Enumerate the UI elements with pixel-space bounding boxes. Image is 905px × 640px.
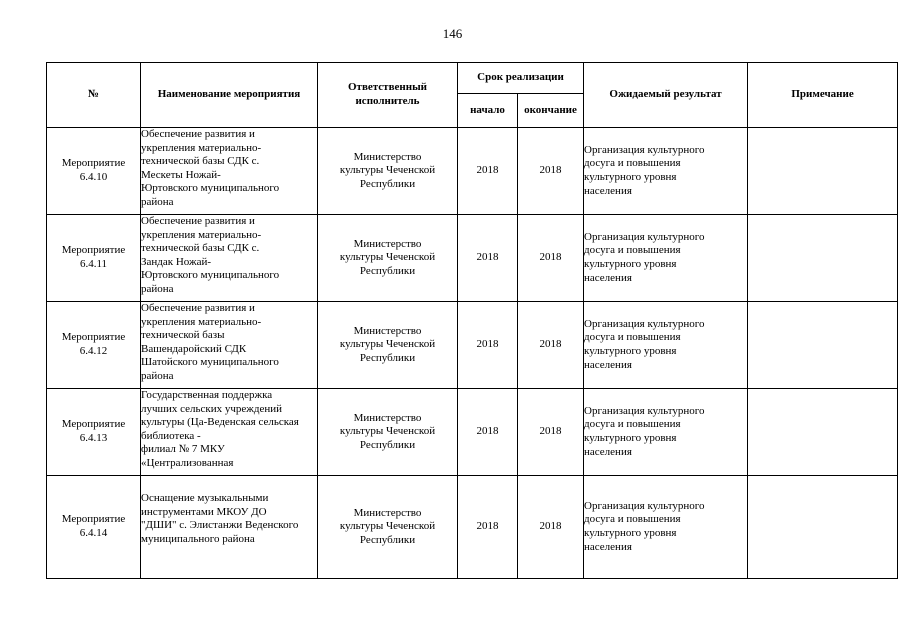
num-line: 6.4.10 <box>79 171 108 183</box>
name-text <box>141 215 317 301</box>
header-responsible-line: Ответственный <box>347 81 428 94</box>
cell-name <box>141 128 318 215</box>
name-line: Государственная поддержка <box>141 389 273 401</box>
cell-start: 2018 <box>458 215 518 302</box>
cell-end: 2018 <box>518 476 584 579</box>
responsible-line: культуры Чеченской <box>339 520 436 533</box>
responsible-line: культуры Чеченской <box>339 425 436 438</box>
cell-result <box>584 389 748 476</box>
result-line: населения <box>584 540 632 553</box>
name-line: Обеспечение развития и <box>141 128 255 140</box>
name-text <box>141 128 317 214</box>
header-responsible <box>318 63 458 128</box>
table-row <box>47 389 898 476</box>
header-name: Наименование мероприятия <box>141 63 318 128</box>
result-line: досуга и повышения <box>584 157 681 170</box>
name-line: Юртовского муниципального <box>141 269 280 282</box>
cell-responsible <box>318 302 458 389</box>
result-line: Организация культурного <box>584 404 705 417</box>
header-start: начало <box>458 94 518 128</box>
responsible-line: Министерство <box>353 324 422 337</box>
cell-end: 2018 <box>518 389 584 476</box>
header-num: № <box>47 63 141 128</box>
cell-num <box>47 389 141 476</box>
cell-num <box>47 215 141 302</box>
num-line: 6.4.12 <box>79 345 108 357</box>
page-number: 146 <box>442 26 463 41</box>
header-note: Примечание <box>748 63 898 128</box>
cell-note <box>748 128 898 215</box>
responsible-line: Министерство <box>353 506 422 519</box>
header-result: Ожидаемый результат <box>584 63 748 128</box>
name-text <box>141 302 317 388</box>
result-line: населения <box>584 445 632 458</box>
name-line: Обеспечение развития и <box>141 215 255 227</box>
name-line: инструментами МКОУ ДО <box>141 505 267 518</box>
name-line: Оснащение музыкальными <box>141 492 269 504</box>
name-line: укрепления материально- <box>141 228 262 241</box>
cell-start: 2018 <box>458 476 518 579</box>
name-line: технической базы СДК с. <box>141 242 260 255</box>
result-line: культурного уровня <box>584 432 677 444</box>
cell-note <box>748 389 898 476</box>
activities-table <box>46 62 898 579</box>
cell-responsible <box>318 389 458 476</box>
result-line: досуга и повышения <box>584 244 681 257</box>
num-line: Мероприятие <box>61 157 126 170</box>
responsible-line: Республики <box>359 177 416 190</box>
result-line: Организация культурного <box>584 499 705 512</box>
name-line: библиотека - <box>141 429 201 442</box>
name-line: лучших сельских учреждений <box>141 402 283 415</box>
name-line: укрепления материально- <box>141 141 262 154</box>
result-line: населения <box>584 184 632 197</box>
cell-name <box>141 302 318 389</box>
responsible-line: Республики <box>359 264 416 277</box>
cell-note <box>748 302 898 389</box>
result-line: Организация культурного <box>584 317 705 330</box>
name-line: Шатойского муниципального <box>141 356 279 369</box>
num-line: Мероприятие <box>61 513 126 526</box>
name-text <box>141 389 317 475</box>
cell-num <box>47 128 141 215</box>
responsible-line: культуры Чеченской <box>339 251 436 264</box>
cell-note <box>748 476 898 579</box>
name-line: района <box>141 195 174 208</box>
table-row <box>47 215 898 302</box>
num-line: 6.4.13 <box>79 432 108 444</box>
cell-num <box>47 302 141 389</box>
responsible-line: Республики <box>359 351 416 364</box>
name-line: Юртовского муниципального <box>141 182 280 195</box>
result-line: Организация культурного <box>584 230 705 243</box>
name-line: технической базы <box>141 329 225 342</box>
result-line: досуга и повышения <box>584 513 681 526</box>
result-line: культурного уровня <box>584 527 677 539</box>
cell-end: 2018 <box>518 302 584 389</box>
name-line: технической базы СДК с. <box>141 155 260 168</box>
cell-result <box>584 476 748 579</box>
name-line: Мескеты Ножай- <box>141 168 221 181</box>
cell-name <box>141 389 318 476</box>
cell-result <box>584 302 748 389</box>
header-responsible-line: исполнитель <box>355 95 420 107</box>
cell-name <box>141 476 318 579</box>
header-end: окончание <box>518 94 584 128</box>
result-line: населения <box>584 271 632 284</box>
responsible-line: культуры Чеченской <box>339 338 436 351</box>
cell-name <box>141 215 318 302</box>
cell-start: 2018 <box>458 128 518 215</box>
cell-note <box>748 215 898 302</box>
cell-result <box>584 215 748 302</box>
name-line: района <box>141 282 174 295</box>
result-line: культурного уровня <box>584 345 677 357</box>
num-line: Мероприятие <box>61 331 126 344</box>
cell-num <box>47 476 141 579</box>
cell-start: 2018 <box>458 389 518 476</box>
num-line: Мероприятие <box>61 244 126 257</box>
header-period: Срок реализации <box>458 63 584 94</box>
cell-responsible <box>318 215 458 302</box>
result-line: досуга и повышения <box>584 331 681 344</box>
table-row <box>47 128 898 215</box>
name-line: «Централизованная <box>141 456 234 469</box>
cell-end: 2018 <box>518 215 584 302</box>
result-line: досуга и повышения <box>584 418 681 431</box>
responsible-line: Республики <box>359 438 416 451</box>
num-line: 6.4.14 <box>79 527 108 539</box>
cell-responsible <box>318 476 458 579</box>
cell-start: 2018 <box>458 302 518 389</box>
name-line: муниципального района <box>141 532 255 545</box>
table-row <box>47 476 898 579</box>
responsible-line: Министерство <box>353 237 422 250</box>
name-line: филиал № 7 МКУ <box>141 443 225 456</box>
name-line: культуры (Ца-Веденская сельская <box>141 416 299 429</box>
result-line: населения <box>584 358 632 371</box>
table-body <box>47 128 898 579</box>
result-line: культурного уровня <box>584 258 677 270</box>
name-line: района <box>141 369 174 382</box>
responsible-line: Министерство <box>353 150 422 163</box>
cell-responsible <box>318 128 458 215</box>
num-line: Мероприятие <box>61 418 126 431</box>
name-line: Вашендаройский СДК <box>141 342 247 355</box>
name-line: Обеспечение развития и <box>141 302 255 314</box>
table-row <box>47 302 898 389</box>
responsible-line: Министерство <box>353 411 422 424</box>
result-line: культурного уровня <box>584 171 677 183</box>
result-line: Организация культурного <box>584 143 705 156</box>
name-line: Зандак Ножай- <box>141 255 212 268</box>
cell-end: 2018 <box>518 128 584 215</box>
cell-result <box>584 128 748 215</box>
name-line: "ДШИ" с. Элистанжи Веденского <box>141 519 299 532</box>
responsible-line: культуры Чеченской <box>339 164 436 177</box>
num-line: 6.4.11 <box>79 258 108 270</box>
name-text <box>141 476 317 578</box>
name-line: укрепления материально- <box>141 315 262 328</box>
responsible-line: Республики <box>359 533 416 546</box>
